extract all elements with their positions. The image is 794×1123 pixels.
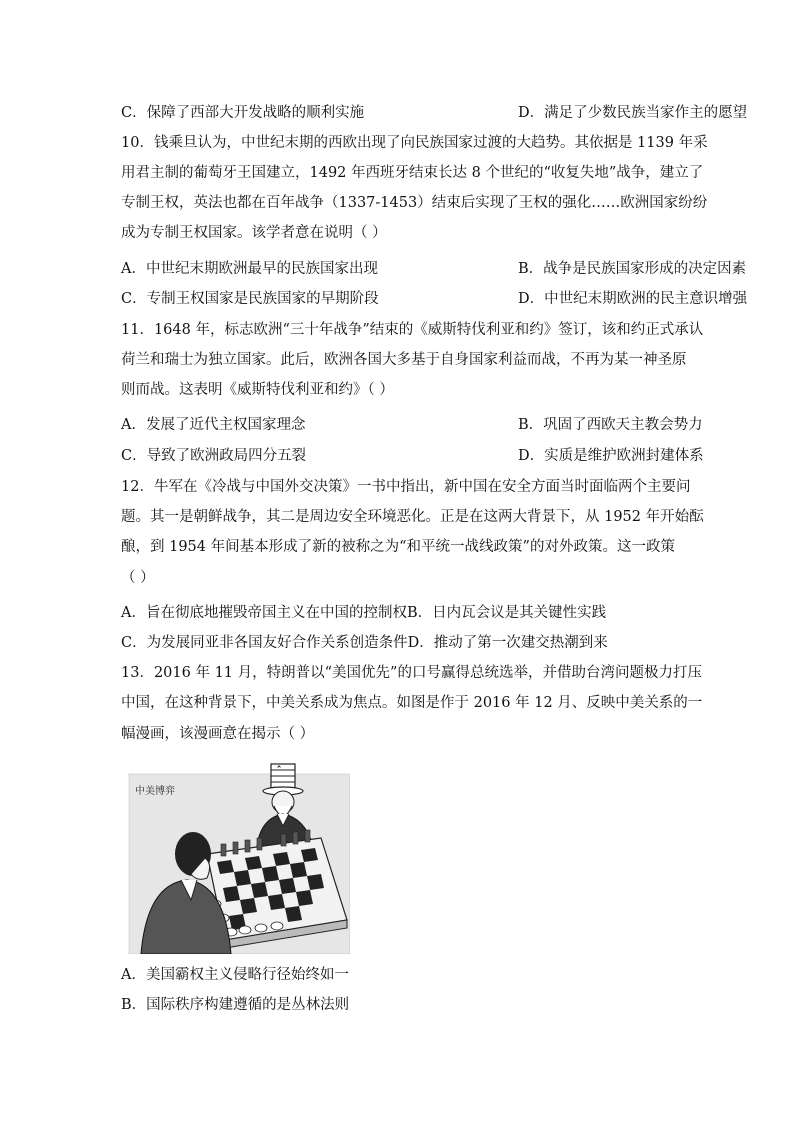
q10-option-d: D．中世纪末期欧洲的民主意识增强 <box>518 291 748 307</box>
q12-options-row-2 <box>121 633 608 653</box>
cartoon-drawing <box>121 754 350 954</box>
q13-stem-line-2: 中国，在这种背景下，中美关系成为焦点。如图是作于 2016 年 12 月、反映中美关系的一 <box>121 695 703 711</box>
q10-options-row-2 <box>121 289 748 309</box>
q10-stem-line-2: 用君主制的葡萄牙王国建立，1492 年西班牙结束长达 8 个世纪的“收复失地”战争，建立了 <box>121 165 704 181</box>
q12-stem-line-4: （ ） <box>121 570 155 586</box>
q13-option-b: B．国际秩序构建遵循的是丛林法则 <box>121 997 350 1013</box>
q13-option-a: A．美国霸权主义侵略行径始终如一 <box>121 967 349 983</box>
cartoon-figure <box>121 754 350 954</box>
q11-stem-line-3: 则而战。这表明《威斯特伐利亚和约》（ ） <box>121 382 394 398</box>
q10-option-c: C．专制王权国家是民族国家的早期阶段 <box>121 291 379 307</box>
q9-option-d: D．满足了少数民族当家作主的愿望 <box>518 105 748 121</box>
cartoon-title: 中美博弈 <box>135 786 175 797</box>
q11-option-a: A．发展了近代主权国家理念 <box>121 417 306 433</box>
q12-option-a: A．旨在彻底地摧毁帝国主义在中国的控制权 <box>121 605 407 621</box>
q13-stem-line-3: 幅漫画，该漫画意在揭示（ ） <box>121 726 315 742</box>
q12-options-row-1 <box>121 603 606 623</box>
q11-option-c: C．导致了欧洲政局四分五裂 <box>121 448 307 464</box>
q12-option-d: D．推动了第一次建交热潮到来 <box>407 635 608 651</box>
q10-options-row-1 <box>121 259 747 279</box>
q11-stem-line-2: 荷兰和瑞士为独立国家。此后，欧洲各国大多基于自身国家利益而战，不再为某一神圣原 <box>121 352 687 368</box>
q11-option-b: B．巩固了西欧天主教会势力 <box>518 417 703 433</box>
q11-option-d: D．实质是维护欧洲封建体系 <box>518 448 704 464</box>
q12-stem-line-1: 12．牛军在《冷战与中国外交决策》一书中指出，新中国在安全方面当时面临两个主要问 <box>121 479 691 495</box>
q12-option-c: C．为发展同亚非各国友好合作关系创造条件 <box>121 635 408 651</box>
q9-option-c <box>121 103 748 123</box>
q9-option-c-text: C．保障了西部大开发战略的顺利实施 <box>121 105 365 121</box>
q11-options-row-2 <box>121 446 704 466</box>
q10-stem-line-4: 成为专制王权国家。该学者意在说明（ ） <box>121 225 387 241</box>
q11-options-row-1 <box>121 415 703 435</box>
q12-stem-line-2: 题。其一是朝鲜战争，其二是周边安全环境恶化。正是在这两大背景下，从 1952 年开始酝 <box>121 509 704 525</box>
q13-stem-line-1: 13．2016 年 11 月，特朗普以“美国优先”的口号赢得总统选举，并借助台湾问题极力打压 <box>121 665 702 681</box>
q12-option-b: B．日内瓦会议是其关键性实践 <box>406 605 607 621</box>
q10-stem-line-1: 10．钱乘旦认为，中世纪末期的西欧出现了向民族国家过渡的大趋势。其依据是 1139 年采 <box>121 135 708 151</box>
q10-stem-line-3: 专制王权，英法也都在百年战争（1337-1453）结束后实现了王权的强化……欧洲国家纷纷 <box>121 195 708 211</box>
q12-stem-line-3: 酿，到 1954 年间基本形成了新的被称之为“和平统一战线政策”的对外政策。这一政策 <box>121 539 675 555</box>
q10-option-a: A．中世纪末期欧洲最早的民族国家出现 <box>121 261 378 277</box>
q10-option-b: B．战争是民族国家形成的决定因素 <box>518 261 747 277</box>
q11-stem-line-1: 11．1648 年，标志欧洲“三十年战争”结束的《威斯特伐利亚和约》签订，该和约正式承认 <box>121 322 704 338</box>
